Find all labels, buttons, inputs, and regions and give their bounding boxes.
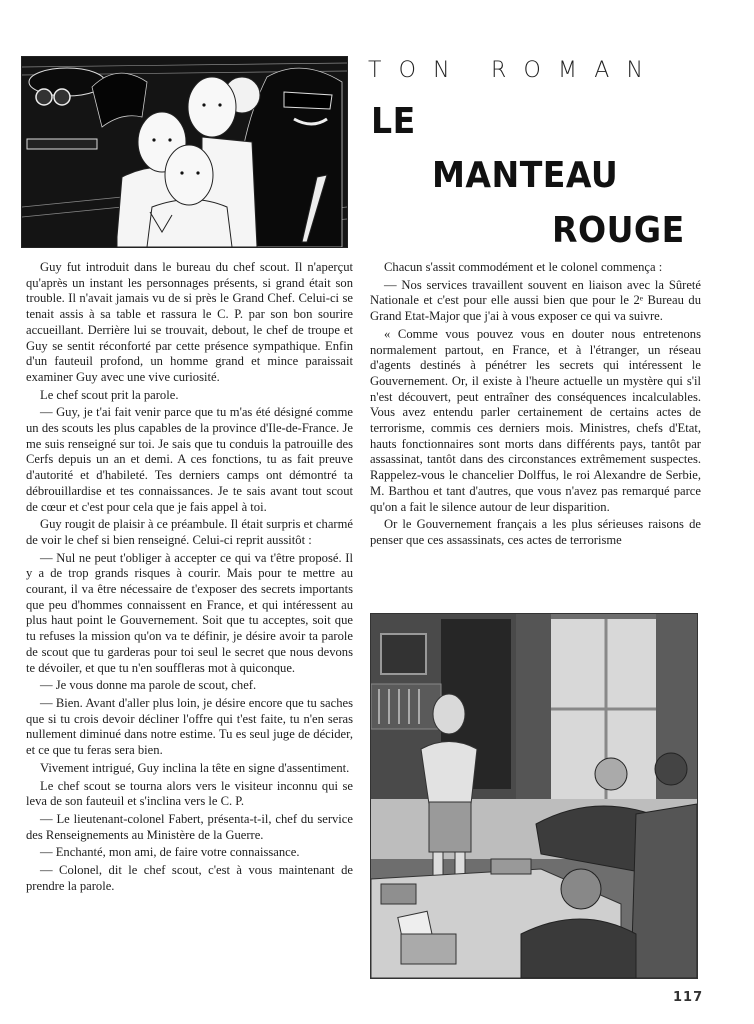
paragraph: — Enchanté, mon ami, de faire votre connaissance. (40, 845, 300, 860)
paragraph: Le chef scout se tourna alors vers le visiteur inconnu qui se leva de son fauteuil et s'inclina vers le C. P. (26, 778, 353, 809)
top-illustration (21, 56, 348, 248)
paragraph: « Comme vous pouvez vous en douter nous entretenons normalement partout, en France, et à l'étranger, un réseau d'agents destinés à pénétrer les secrets qui intéressent le Gouvernement. Or, il existe à l'heure actuelle un mystère qui s'il n'est découvert, peut entraîner des conséquences incalculables. Vous avez entendu parler certainement de certains actes de terrorisme, commis ces derniers mois. Ministres, chefs d'Etat, hauts fonctionnaires sont morts dans différents pays, tantôt par assassinat, tantôt dans des circonstances extrêmement suspectes. Rappelez-vous le chancelier Dolffus, le roi Alexandre de Serbie, M. Barthou et tant d'autres, que vous n'avez pas remarqué parce qu'on a fait le silence autour de leur disparition. (370, 326, 701, 514)
scouts-and-villains-drawing (22, 57, 347, 247)
paragraph: — Le lieutenant-colonel Fabert, présenta-t-il, chef du service des Renseignements au Ministère de la Guerre. (26, 811, 353, 842)
paragraph: — Je vous donne ma parole de scout, chef. (40, 678, 257, 693)
paragraph: Guy rougit de plaisir à ce préambule. Il était surpris et charmé de voir le chef si bien renseigné. Celui-ci reprit aussitôt : (26, 517, 353, 547)
left-text-column (26, 260, 353, 896)
paragraph: Guy fut introduit dans le bureau du chef scout. Il n'aperçut qu'après un instant les personnages présents, si grand était son trouble. Il n'avait jamais vu de si près le Grand Chef. Celui-ci se tenait assis à sa table et rassura le C. P. par son bon sourire accueillant. Derrière lui se trouvait, debout, le chef de troupe et Guy se sentit réconforté par cette présence sympathique. Enfin d'un fauteuil profond, un homme grand et mince paraissait examiner Guy avec une vive curiosité. (26, 260, 353, 384)
paragraph: — Bien. Avant d'aller plus loin, je désire encore que tu saches que si tu crois devoir décliner l'offre qui t'est faite, tu n'en seras nullement diminué dans notre estime. Tu es seul juge de décider, et ce que tu feras sera bien. (26, 695, 353, 758)
title-line-2: MANTEAU (432, 155, 619, 196)
page-number: 117 (673, 990, 704, 1005)
paragraph: — Nos services travaillent souvent en liaison avec la Sûreté Nationale et c'est pour elle aussi bien que pour le 2ᵉ Bureau du Grand Etat-Major que j'ai à vous exposer ce qui va suivre. (370, 277, 701, 324)
paragraph: — Guy, je t'ai fait venir parce que tu m'as été désigné comme un des scouts les plus capables de la province d'Ile-de-France. Je me suis renseigné sur toi. Je sais que tu conduis la patrouille des Cerfs depuis un an et demi. A ces fonctions, tu as fait preuve d'autorité et d'habileté. Tes derniers camps ont démontré ta débrouillardise et tes connaissances. Je te sais avant tout scout de cœur et c'est pour cela que je fais appel à toi. (26, 405, 353, 514)
paragraph: Le chef scout prit la parole. (40, 387, 179, 402)
title-line-1: LE (371, 101, 416, 142)
paragraph: — Colonel, dit le chef scout, c'est à vous maintenant de prendre la parole. (26, 863, 353, 893)
right-text-column (370, 260, 701, 551)
title-line-3: ROUGE (552, 210, 685, 251)
paragraph: Vivement intrigué, Guy inclina la tête en signe d'assentiment. (40, 760, 350, 775)
paragraph: Or le Gouvernement français a les plus sérieuses raisons de penser que ces assassinats, ces actes de terrorisme (370, 517, 701, 547)
bottom-illustration (370, 613, 698, 979)
paragraph: Chacun s'assit commodément et le colonel commença : (384, 260, 663, 274)
paragraph: — Nul ne peut t'obliger à accepter ce qui va t'être proposé. Il y a de trop grands risques à courir. Mais pour te mettre au courant, il va être nécessaire de t'exposer des secrets importants que peu d'hommes connaissent en France, et qui intéressent au plus haut point le Gouvernement. Soit que tu acceptes, soit que tu refuses la mission qu'on va te définir, je désire avoir ta parole de scout que tu garderas pour toi seul le secret que nous devons te dévoiler, et que tu n'en souffleras mot à quiconque. (26, 550, 353, 675)
office-scene-drawing (371, 614, 697, 978)
series-label: TON ROMAN (368, 58, 661, 83)
